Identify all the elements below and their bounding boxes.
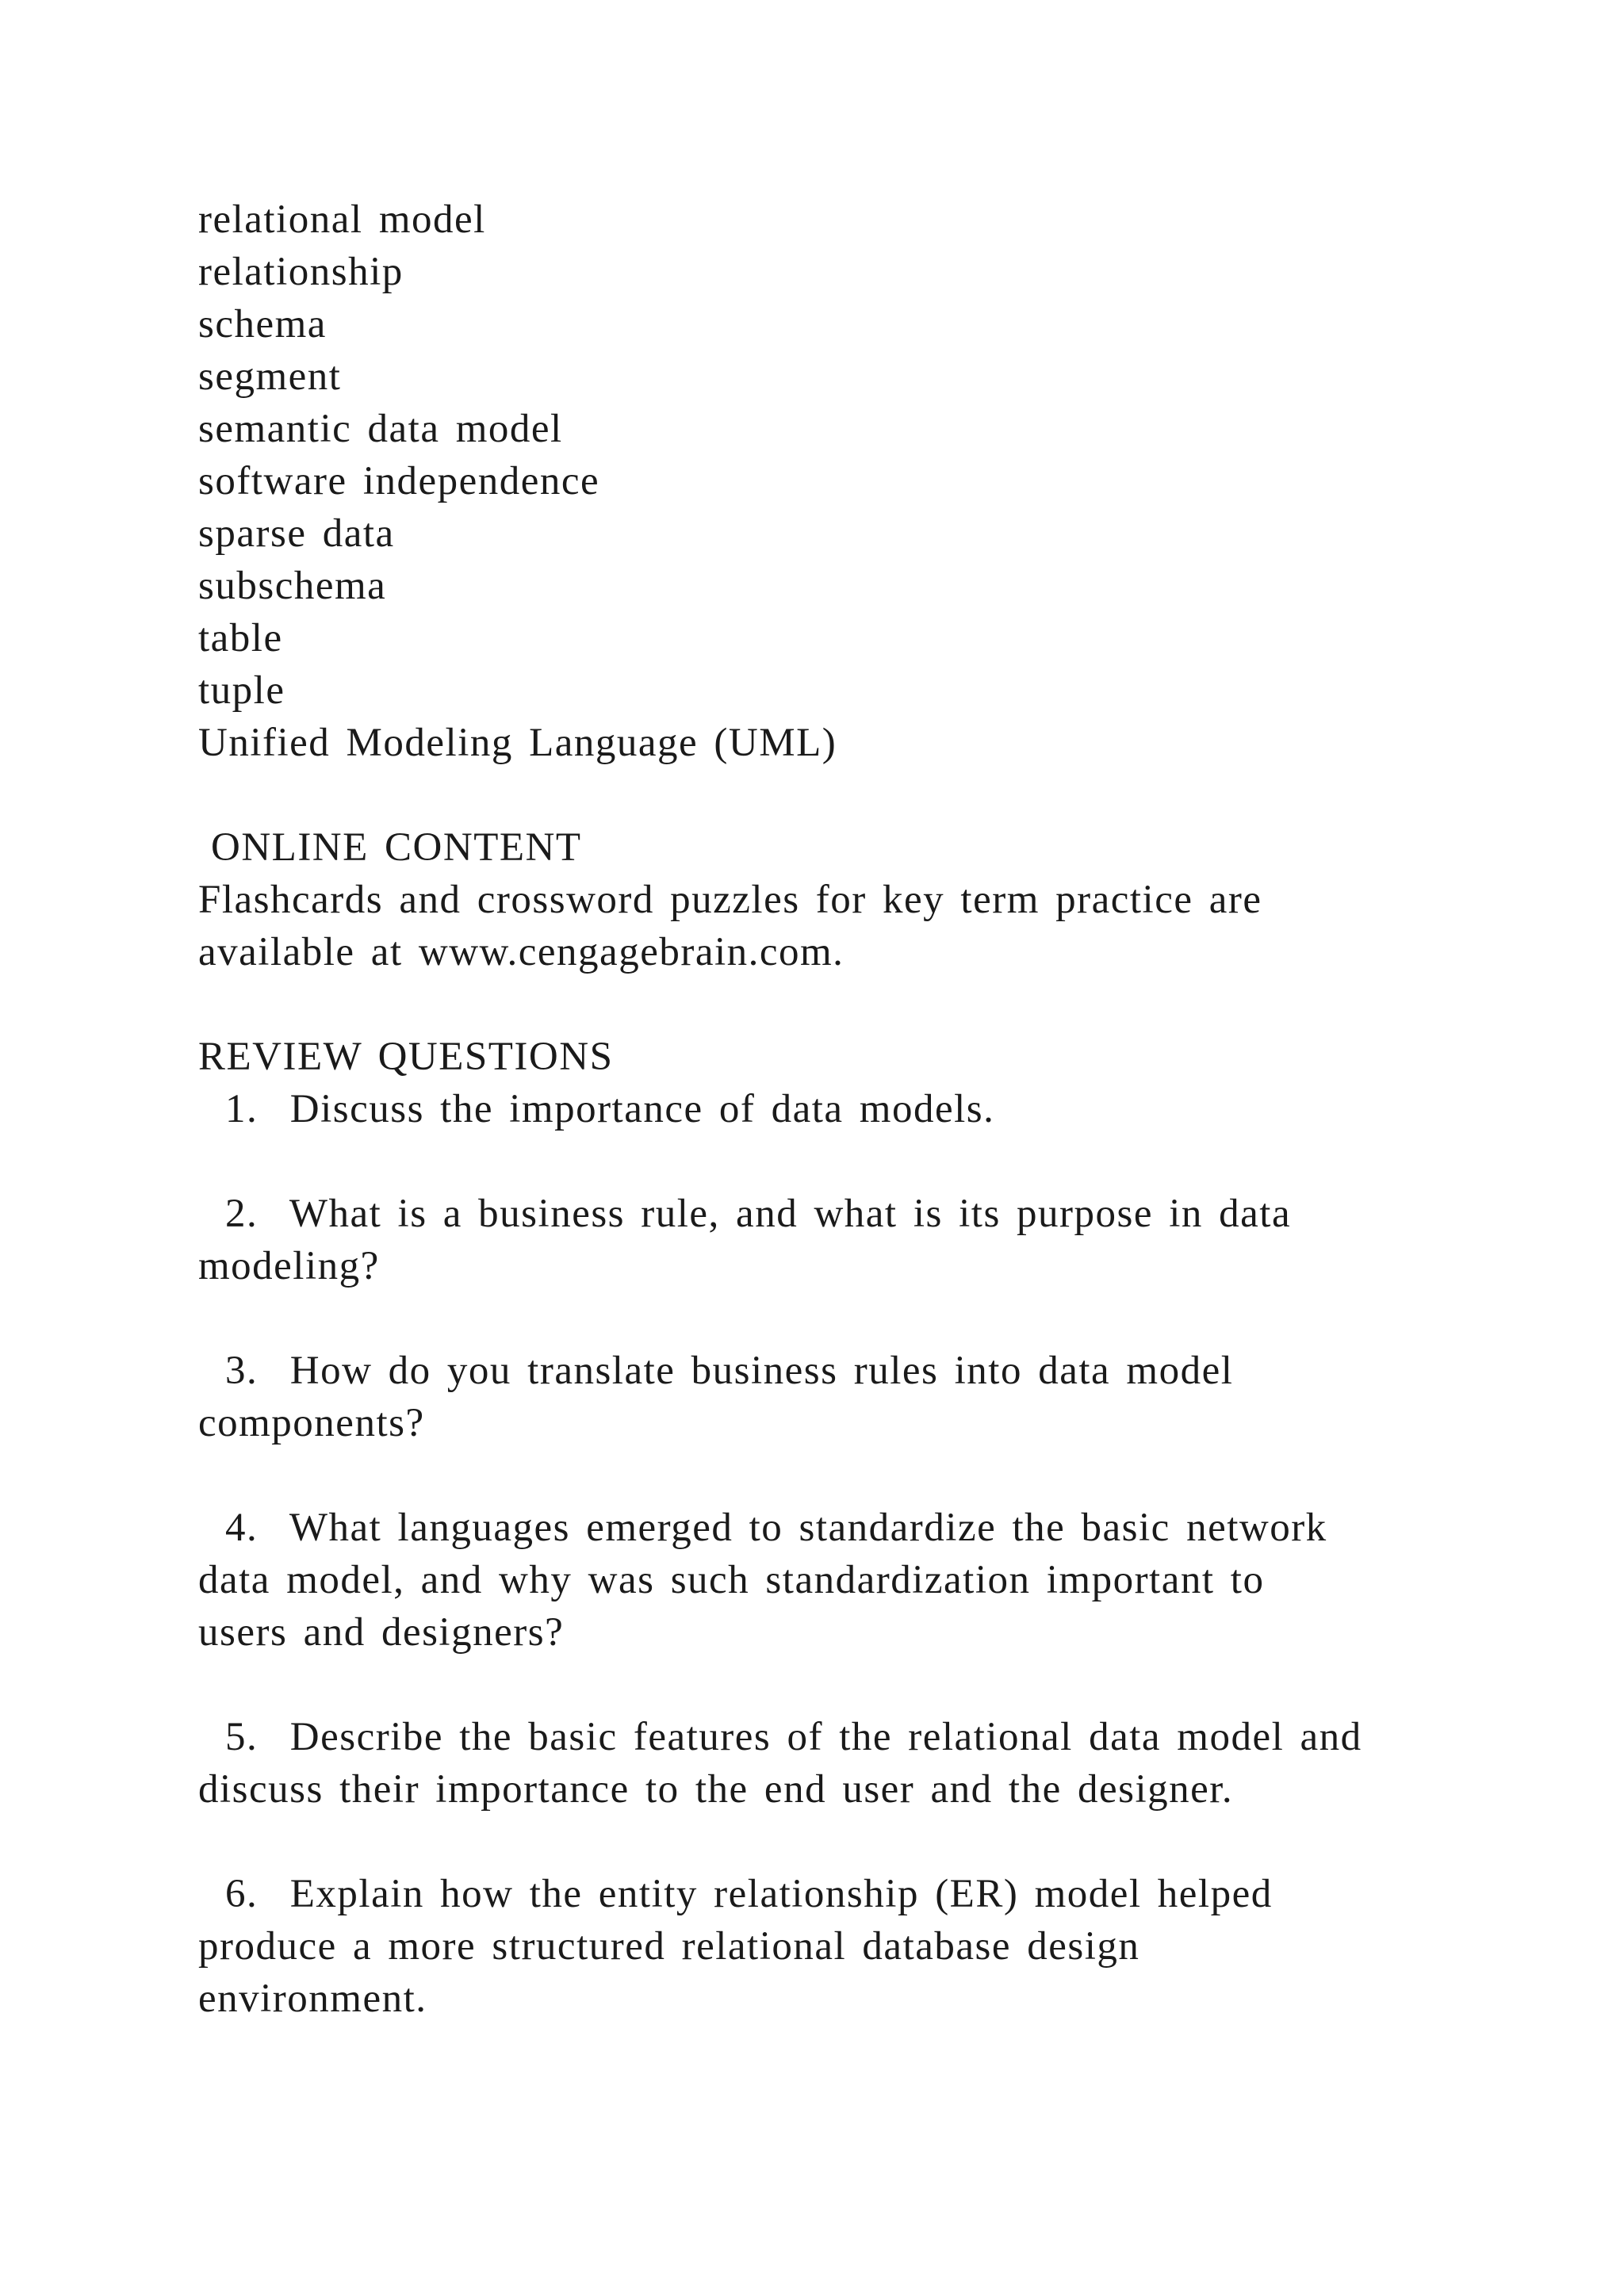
key-term: software independence — [198, 459, 600, 503]
key-term: sparse data — [198, 511, 395, 556]
online-content-line: Flashcards and crossword puzzles for key term practice are — [198, 878, 1262, 922]
review-question-3-continued: components? — [198, 1401, 425, 1445]
review-question-5: 5. Describe the basic features of the relational data model and — [225, 1715, 1362, 1759]
key-term: semantic data model — [198, 407, 563, 451]
review-question-4: 4. What languages emerged to standardize the basic network — [225, 1506, 1327, 1550]
review-question-6-continued: environment. — [198, 1976, 427, 2021]
review-questions-heading: REVIEW QUESTIONS — [198, 1035, 614, 1079]
review-question-6-continued: produce a more structured relational database design — [198, 1924, 1140, 1969]
review-question-4-continued: users and designers? — [198, 1610, 565, 1655]
online-content-heading: ONLINE CONTENT — [211, 825, 582, 870]
review-question-2-continued: modeling? — [198, 1244, 380, 1288]
review-question-3: 3. How do you translate business rules into data model — [225, 1349, 1234, 1393]
online-content-line: available at www.cengagebrain.com. — [198, 930, 845, 974]
review-question-4-continued: data model, and why was such standardization important to — [198, 1558, 1265, 1602]
key-term: subschema — [198, 564, 387, 608]
key-term: relational model — [198, 197, 486, 242]
key-term: segment — [198, 354, 342, 399]
review-question-5-continued: discuss their importance to the end user and the designer. — [198, 1767, 1234, 1812]
key-term: relationship — [198, 250, 404, 294]
review-question-2: 2. What is a business rule, and what is its purpose in data — [225, 1192, 1292, 1236]
key-term: Unified Modeling Language (UML) — [198, 721, 837, 765]
review-question-1: 1. Discuss the importance of data models. — [225, 1087, 995, 1131]
key-term: schema — [198, 302, 327, 346]
key-term: table — [198, 616, 283, 660]
review-question-6: 6. Explain how the entity relationship (ER) model helped — [225, 1872, 1273, 1916]
key-term: tuple — [198, 668, 285, 713]
